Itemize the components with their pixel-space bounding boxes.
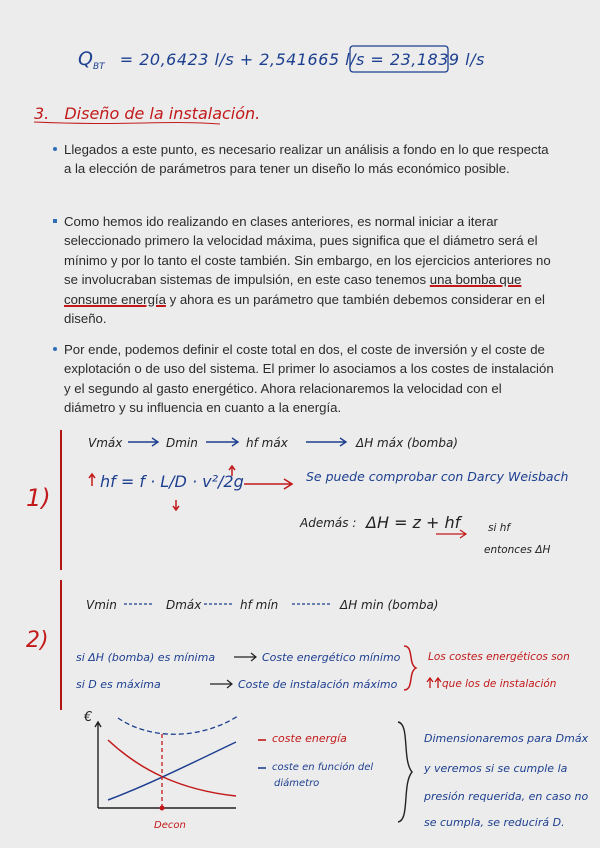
conclusion-line-1: Dimensionaremos para Dmáx bbox=[424, 732, 589, 745]
case2-line1-left: si ΔH (bomba) es mínima bbox=[76, 651, 216, 664]
case2-chain-2: Dmáx bbox=[166, 598, 202, 612]
case1-chain-3: hf máx bbox=[246, 436, 288, 450]
conclusion-line-2: y veremos si se cumple la bbox=[424, 762, 568, 775]
flow-symbol: Q bbox=[78, 48, 93, 70]
optimum-point bbox=[160, 806, 165, 811]
conclusion-brace bbox=[398, 722, 412, 822]
bullet-text-2a: Como hemos ido realizando en clases anteriores, es normal iniciar a iterar seleccionado primero la velocidad máxima, pues significa que el diámetro será el mínimo y por lo tanto el coste también. Sin embargo, en los ejercicios anteriores no se involucraban sistemas de impulsión, en este caso tenemos bbox=[64, 214, 551, 288]
flow-equation: = 20,6423 l/s + 2,541665 l/s = 23,1839 l/s bbox=[119, 50, 485, 69]
hf-pointer-arrow bbox=[436, 530, 466, 538]
case2-line1-right: Coste energético mínimo bbox=[262, 651, 401, 664]
case1-si-hf: si hf bbox=[488, 522, 511, 534]
case2-line2-left: si D es máxima bbox=[76, 678, 161, 691]
graph-y-axis bbox=[95, 722, 101, 808]
graph-y-axis-label: € bbox=[84, 710, 93, 725]
conclusion-line-3: presión requerida, en caso no bbox=[424, 790, 589, 803]
case2-chain-1: Vmin bbox=[86, 598, 117, 612]
case1-red-arrow bbox=[244, 479, 292, 489]
case2-label: 2) bbox=[26, 628, 49, 653]
legend-diameter-1: coste en función del bbox=[272, 762, 374, 773]
case1-chain-2: Dmin bbox=[166, 436, 198, 450]
case2-chain-3: hf mín bbox=[240, 598, 279, 612]
diameter-cost-curve bbox=[108, 742, 236, 800]
case2-chain-4: ΔH min (bomba) bbox=[340, 598, 439, 612]
up-arrow-hf bbox=[89, 474, 95, 486]
bullet-text-2-underlined: una bomba que consume energía bbox=[64, 272, 522, 307]
case2-line2-right: Coste de instalación máximo bbox=[238, 678, 398, 691]
section-number: 3. bbox=[34, 104, 50, 123]
legend-diameter-2: diámetro bbox=[274, 778, 320, 789]
graph-x-axis-label: Decon bbox=[154, 820, 186, 831]
legend-energy: coste energía bbox=[272, 732, 347, 745]
case1-chain-1: Vmáx bbox=[88, 436, 123, 450]
section-title: Diseño de la instalación. bbox=[64, 104, 261, 123]
bullet-text-3: Por ende, podemos definir el coste total en dos, el coste de inversión y el coste de explotación o de uso del sistema. El primer lo asociamos a los costes de instalación y el segundo al gasto energético. Ahora relacionaremos la velocidad con el diámetro y su influencia en cuanto a la energía. bbox=[64, 342, 554, 416]
case1-label: 1) bbox=[26, 484, 51, 512]
down-arrow-d bbox=[173, 500, 179, 510]
flow-subscript: BT bbox=[92, 62, 105, 73]
case1-entonces: entonces ΔH bbox=[484, 544, 551, 556]
case1-ademas: Además : bbox=[300, 516, 357, 530]
energy-cost-curve bbox=[108, 740, 236, 796]
result-box bbox=[350, 46, 448, 72]
up-arrow-v bbox=[229, 466, 235, 476]
case1-formula: hf = f · L/D · v²/2g bbox=[100, 472, 244, 491]
case2-brace bbox=[404, 646, 416, 690]
note-up-arrow-2 bbox=[435, 678, 441, 688]
case2-note-line2: que los de instalación bbox=[442, 678, 557, 690]
conclusion-line-4: se cumpla, se reducirá D. bbox=[424, 816, 565, 829]
case2-line-arrows bbox=[210, 653, 256, 688]
bullet-text-2b: y ahora es un parámetro que también debemos considerar en el diseño. bbox=[64, 291, 545, 327]
cost-graph bbox=[95, 716, 266, 811]
case1-arrows bbox=[128, 438, 346, 446]
note-up-arrow-1 bbox=[427, 678, 433, 688]
bullet-text-1: Llegados a este punto, es necesario realizar un análisis a fondo en lo que respecta a la elección de parámetros para tener un diseño lo más económico posible. bbox=[64, 142, 549, 177]
total-cost-curve bbox=[118, 716, 238, 734]
case2-note-line1: Los costes energéticos son bbox=[428, 651, 570, 663]
case1-chain-4: ΔH máx (bomba) bbox=[356, 436, 458, 450]
case1-ademas-eq: ΔH = z + hf bbox=[366, 513, 461, 532]
case1-result: Se puede comprobar con Darcy Weisbach bbox=[306, 469, 569, 484]
heading-underline bbox=[34, 122, 220, 124]
